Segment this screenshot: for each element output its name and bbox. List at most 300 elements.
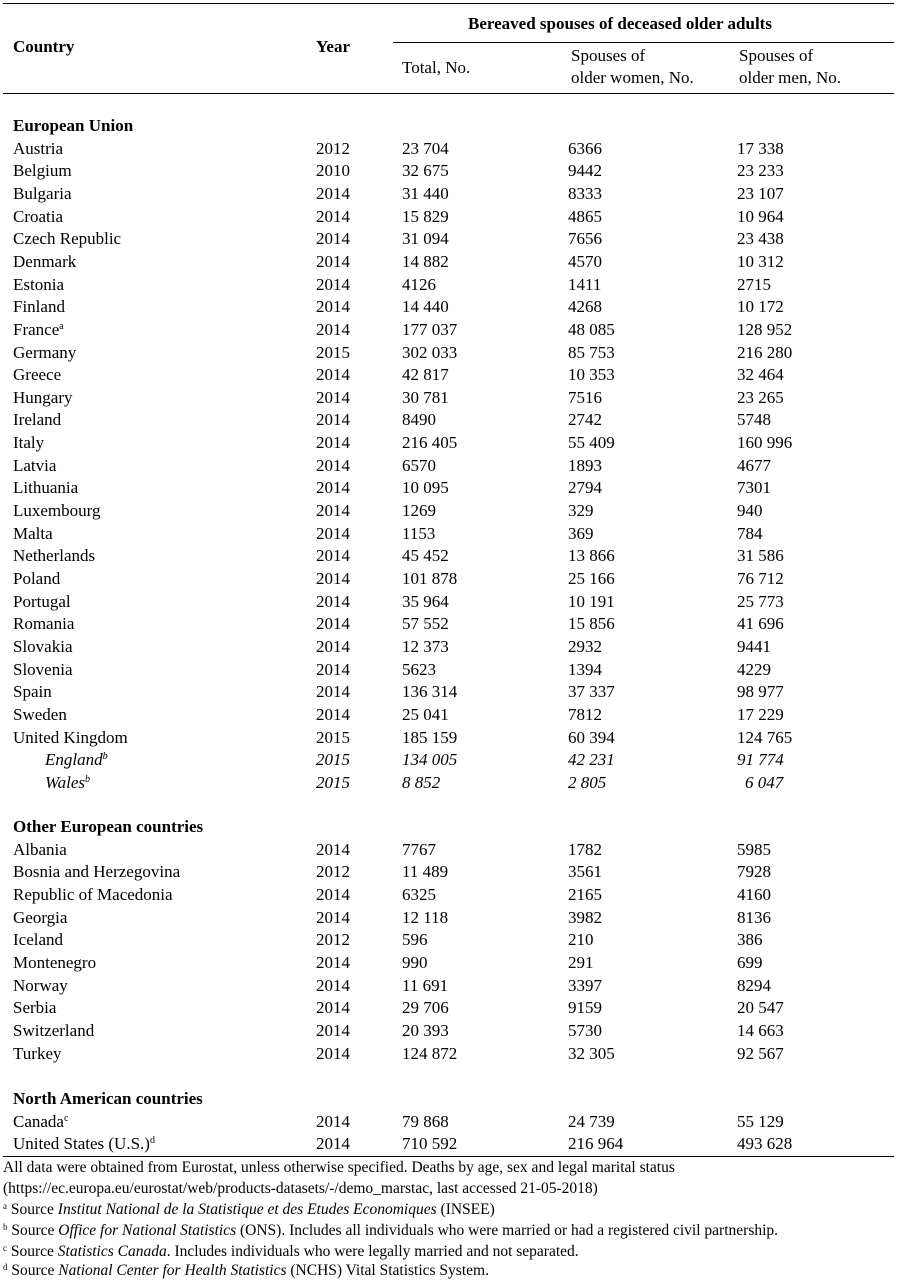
country-cell-text: Wales [45, 772, 85, 792]
total-cell-text: 6570 [402, 455, 436, 475]
total-cell [402, 274, 436, 296]
men-spouses-cell-text: 4160 [737, 884, 771, 904]
total-cell [402, 1043, 457, 1065]
men-spouses-cell [737, 206, 784, 228]
women-spouses-cell [568, 1043, 615, 1065]
year-cell-text: 2014 [316, 523, 350, 543]
men-spouses-cell-text: 699 [737, 952, 763, 972]
men-spouses-cell [737, 1043, 784, 1065]
men-spouses-cell [737, 251, 784, 273]
women-spouses-cell [568, 251, 602, 273]
total-cell-text: 710 592 [402, 1134, 458, 1154]
men-spouses-cell [737, 138, 784, 160]
men-spouses-cell [737, 681, 784, 703]
header-women-line1: Spouses of [571, 46, 646, 65]
table-row [0, 659, 897, 681]
women-spouses-cell [568, 839, 602, 861]
year-cell-text: 2014 [316, 591, 350, 611]
footnote-d [3, 1260, 896, 1281]
year-cell-text: 2014 [316, 229, 350, 249]
table-row [0, 251, 897, 273]
women-spouses-cell [568, 206, 602, 228]
men-spouses-cell [737, 929, 763, 951]
men-spouses-cell [737, 749, 784, 771]
total-cell [402, 296, 449, 318]
country-cell-text: Germany [13, 342, 77, 362]
footnote-a [3, 1199, 896, 1220]
total-cell-text: 1153 [402, 523, 436, 543]
country-cell [13, 274, 64, 296]
men-spouses-cell-text: 41 696 [737, 614, 784, 634]
total-cell [402, 975, 448, 997]
total-cell-text: 32 675 [402, 161, 449, 181]
header-group-title: Bereaved spouses of deceased older adults [468, 14, 772, 33]
country-cell [13, 704, 67, 726]
year-cell-text: 2014 [316, 251, 350, 271]
footnote-source-name: National Center for Health Statistics [58, 1262, 287, 1279]
men-spouses-cell-text: 4229 [737, 659, 771, 679]
total-cell-text: 1269 [402, 501, 436, 521]
year-cell-text: 2014 [316, 704, 350, 724]
men-spouses-cell-text: 4677 [737, 455, 771, 475]
country-cell-text: Czech Republic [13, 229, 122, 249]
table-row [0, 387, 897, 409]
men-spouses-cell-text: 10 172 [737, 297, 784, 317]
table-row [0, 952, 897, 974]
men-spouses-cell [737, 952, 763, 974]
women-spouses-cell [568, 704, 602, 726]
footnote-mark: d [3, 1262, 8, 1272]
table-row [0, 160, 897, 182]
year-cell-text: 2015 [316, 772, 350, 792]
year-cell [316, 727, 350, 749]
group-heading: European Union [13, 116, 134, 135]
women-spouses-cell-text: 24 739 [568, 1111, 615, 1131]
header-country: Country [13, 37, 75, 56]
country-cell-text: Finland [13, 297, 65, 317]
women-spouses-cell-text: 3982 [568, 907, 602, 927]
women-spouses-cell [568, 455, 602, 477]
group-header-rule [393, 42, 894, 43]
table-row [0, 274, 897, 296]
women-spouses-cell [568, 568, 615, 590]
year-cell-text: 2014 [316, 319, 350, 339]
women-spouses-cell [568, 952, 594, 974]
year-cell-text: 2012 [316, 930, 350, 950]
men-spouses-cell [737, 523, 763, 545]
country-cell [13, 409, 61, 431]
year-cell-text: 2014 [316, 682, 350, 702]
men-spouses-cell [737, 975, 771, 997]
total-cell [402, 929, 428, 951]
women-spouses-cell [568, 160, 602, 182]
total-cell [402, 183, 449, 205]
footnote-general-line1: All data were obtained from Eurostat, unless otherwise specified. Deaths by age, sex and legal marital status [3, 1159, 675, 1176]
year-cell [316, 929, 350, 951]
year-cell [316, 477, 350, 499]
women-spouses-cell [568, 296, 602, 318]
total-cell [402, 772, 440, 794]
women-spouses-cell-text: 10 353 [568, 365, 615, 385]
men-spouses-cell [737, 228, 784, 250]
women-spouses-cell [568, 342, 615, 364]
footnote-source-name: Statistics Canada [57, 1243, 167, 1260]
country-cell-text: Lithuania [13, 478, 79, 498]
men-spouses-cell [737, 636, 771, 658]
year-cell [316, 387, 350, 409]
table-row [0, 1111, 897, 1133]
total-cell [402, 907, 448, 929]
country-cell-text: Iceland [13, 930, 64, 950]
total-cell-text: 10 095 [402, 478, 449, 498]
year-cell-text: 2014 [316, 365, 350, 385]
men-spouses-cell-text: 386 [737, 930, 763, 950]
women-spouses-cell-text: 7516 [568, 387, 602, 407]
country-cell [13, 500, 101, 522]
year-cell-text: 2015 [316, 342, 350, 362]
table-row [0, 727, 897, 749]
country-cell-text: Romania [13, 614, 75, 634]
women-spouses-cell-text: 216 964 [568, 1134, 624, 1154]
total-cell-text: 8490 [402, 410, 436, 430]
header-women-line2: older women, No. [571, 68, 694, 87]
total-cell [402, 681, 457, 703]
country-cell [13, 160, 72, 182]
men-spouses-cell-text: 23 265 [737, 387, 784, 407]
total-cell-text: 11 489 [402, 862, 449, 882]
year-cell [316, 659, 350, 681]
men-spouses-cell-text: 8136 [737, 907, 771, 927]
table-row [0, 929, 897, 951]
total-cell [402, 636, 449, 658]
year-cell-text: 2014 [316, 501, 350, 521]
total-cell [402, 477, 449, 499]
year-cell [316, 861, 350, 883]
year-cell-text: 2014 [316, 569, 350, 588]
country-cell [13, 884, 173, 906]
year-cell [316, 342, 350, 364]
women-spouses-cell-text: 37 337 [568, 682, 615, 702]
women-spouses-cell-text: 85 753 [568, 342, 615, 362]
year-cell [316, 228, 350, 250]
country-cell-text: Republic of Macedonia [13, 884, 173, 904]
total-cell [402, 861, 448, 883]
year-cell [316, 681, 350, 703]
country-cell [45, 749, 108, 771]
women-spouses-cell [568, 183, 602, 205]
table-row [0, 704, 897, 726]
year-cell-text: 2014 [316, 387, 350, 407]
year-cell [316, 613, 350, 635]
women-spouses-cell-text: 4268 [568, 297, 602, 317]
men-spouses-cell [737, 432, 792, 454]
total-cell-text: 31 440 [402, 183, 449, 203]
year-cell-text: 2014 [316, 1134, 350, 1154]
total-cell-text: 35 964 [402, 591, 449, 611]
total-cell-text: 45 452 [402, 546, 449, 566]
table-row [0, 749, 897, 771]
header-bottom-rule [3, 93, 894, 94]
year-cell-text: 2014 [316, 433, 350, 453]
men-spouses-cell-text: 23 233 [737, 161, 784, 181]
country-cell [13, 929, 63, 951]
year-cell [316, 591, 350, 613]
country-cell-text: Serbia [13, 998, 57, 1018]
men-spouses-cell [737, 568, 784, 590]
men-spouses-cell [737, 387, 784, 409]
year-cell-text: 2014 [316, 636, 350, 656]
men-spouses-cell [737, 704, 784, 726]
men-spouses-cell-text: 784 [737, 523, 763, 543]
total-cell-text: 15 829 [402, 206, 449, 226]
women-spouses-cell-text: 60 394 [568, 727, 615, 747]
men-spouses-cell [737, 727, 792, 749]
men-spouses-cell [737, 319, 792, 341]
table-row [0, 1043, 897, 1065]
country-cell [13, 455, 56, 477]
footnote-mark: b [3, 1222, 8, 1232]
country-cell [13, 613, 74, 635]
total-cell [402, 659, 436, 681]
footnote-source-prefix: Source [10, 1201, 58, 1218]
year-cell [316, 274, 350, 296]
country-cell-text: Poland [13, 569, 61, 588]
total-cell [402, 500, 436, 522]
year-cell [316, 975, 350, 997]
country-cell-text: Luxembourg [13, 501, 101, 521]
year-cell-text: 2014 [316, 884, 350, 904]
year-cell [316, 1133, 350, 1155]
year-cell-text: 2014 [316, 975, 350, 995]
women-spouses-cell-text: 7656 [568, 229, 602, 249]
year-cell [316, 1043, 350, 1065]
women-spouses-cell [568, 1133, 623, 1155]
total-cell [402, 432, 457, 454]
total-cell-text: 596 [402, 930, 428, 950]
country-cell-text: Hungary [13, 387, 73, 407]
men-spouses-cell-text: 10 964 [737, 206, 784, 226]
men-spouses-cell-text: 128 952 [737, 319, 793, 339]
women-spouses-cell-text: 3397 [568, 975, 602, 995]
year-cell-text: 2014 [316, 998, 350, 1018]
footnote-b [3, 1220, 896, 1241]
total-cell-text: 6325 [402, 884, 436, 904]
country-cell-text: Italy [13, 433, 45, 453]
men-spouses-cell-text: 5748 [737, 410, 771, 430]
men-spouses-cell-text: 23 107 [737, 183, 784, 203]
men-spouses-cell [737, 659, 771, 681]
total-cell [402, 997, 449, 1019]
year-cell-text: 2014 [316, 478, 350, 498]
women-spouses-cell [568, 274, 601, 296]
year-cell-text: 2014 [316, 1111, 350, 1131]
footnote-source-name: Office for National Statistics [58, 1222, 237, 1239]
men-spouses-cell [737, 907, 771, 929]
footnote-c [3, 1241, 896, 1262]
year-cell-text: 2012 [316, 138, 350, 158]
country-cell-text: Malta [13, 523, 53, 543]
total-cell [402, 704, 449, 726]
year-cell-text: 2010 [316, 161, 350, 181]
country-cell-text: Spain [13, 682, 52, 702]
women-spouses-cell-text: 8333 [568, 183, 602, 203]
table-row [0, 500, 897, 522]
footnote-source-suffix: (NCHS) Vital Statistics System. [286, 1262, 489, 1279]
women-spouses-cell [568, 884, 602, 906]
men-spouses-cell [737, 477, 771, 499]
men-spouses-cell [737, 591, 784, 613]
total-cell [402, 884, 436, 906]
women-spouses-cell [568, 636, 602, 658]
table-row [0, 613, 897, 635]
women-spouses-cell [568, 929, 594, 951]
total-cell-text: 14 440 [402, 297, 449, 317]
total-cell-text: 302 033 [402, 342, 458, 362]
women-spouses-cell-text: 291 [568, 952, 594, 972]
country-cell-text: Latvia [13, 455, 57, 475]
year-cell [316, 952, 350, 974]
country-cell-text: Bosnia and Herzegovina [13, 862, 181, 882]
women-spouses-cell [568, 681, 615, 703]
country-cell [13, 319, 64, 341]
total-cell-text: 12 373 [402, 636, 449, 656]
footnote-source-prefix: Source [11, 1262, 59, 1279]
women-spouses-cell-text: 2794 [568, 478, 602, 498]
footnote-general-line2: (https://ec.europa.eu/eurostat/web/products-datasets/-/demo_marstac, last accessed 21-05-2018) [3, 1180, 598, 1197]
men-spouses-cell-text: 17 229 [737, 704, 784, 724]
year-cell-text: 2014 [316, 206, 350, 226]
men-spouses-cell [737, 613, 784, 635]
table-row [0, 636, 897, 658]
men-spouses-cell-text: 8294 [737, 975, 771, 995]
women-spouses-cell-text: 42 231 [568, 750, 615, 770]
total-cell [402, 251, 449, 273]
total-cell-text: 42 817 [402, 365, 449, 385]
total-cell [402, 138, 449, 160]
country-cell-text: United States (U.S.) [13, 1134, 150, 1154]
total-cell [402, 952, 428, 974]
country-cell [13, 952, 96, 974]
women-spouses-cell-text: 2 805 [568, 772, 607, 792]
men-spouses-cell-text: 216 280 [737, 342, 793, 362]
men-spouses-cell-text: 160 996 [737, 433, 793, 453]
year-cell [316, 704, 350, 726]
table-row [0, 296, 897, 318]
footnote-reference: d [149, 1135, 155, 1147]
total-cell [402, 206, 449, 228]
country-cell-text: Ireland [13, 410, 62, 430]
women-spouses-cell-text: 4570 [568, 251, 602, 271]
table-row [0, 884, 897, 906]
year-cell [316, 319, 350, 341]
country-cell [13, 975, 68, 997]
table-row [0, 772, 897, 794]
men-spouses-cell-text: 23 438 [737, 229, 784, 249]
country-cell [13, 1111, 68, 1133]
men-spouses-cell [737, 1111, 784, 1133]
country-cell [13, 1133, 155, 1155]
men-spouses-cell [737, 545, 784, 567]
year-cell [316, 432, 350, 454]
total-cell [402, 228, 449, 250]
total-cell-text: 124 872 [402, 1043, 458, 1063]
men-spouses-cell [737, 409, 771, 431]
year-cell [316, 183, 350, 205]
country-cell [13, 387, 72, 409]
country-cell [13, 296, 65, 318]
table-row [0, 228, 897, 250]
women-spouses-cell [568, 907, 602, 929]
footnote-source-suffix: . Includes individuals who were legally married and not separated. [166, 1243, 579, 1260]
women-spouses-cell-text: 2742 [568, 410, 602, 430]
women-spouses-cell-text: 5730 [568, 1020, 602, 1040]
women-spouses-cell [568, 1020, 602, 1042]
men-spouses-cell-text: 31 586 [737, 546, 784, 566]
year-cell-text: 2014 [316, 546, 350, 566]
footnote-source-name: Institut National de la Statistique et des Etudes Economiques [57, 1201, 437, 1218]
total-cell [402, 455, 436, 477]
country-cell-text: Croatia [13, 206, 64, 226]
men-spouses-cell [737, 884, 771, 906]
total-cell-text: 23 704 [402, 138, 449, 158]
men-spouses-cell-text: 9441 [737, 636, 771, 656]
men-spouses-cell [737, 1020, 784, 1042]
year-cell [316, 545, 350, 567]
table-row [0, 409, 897, 431]
women-spouses-cell-text: 25 166 [568, 569, 615, 588]
men-spouses-cell [737, 183, 784, 205]
table-row [0, 432, 897, 454]
total-cell-text: 4126 [402, 274, 436, 294]
women-spouses-cell [568, 138, 602, 160]
country-cell [13, 545, 95, 567]
women-spouses-cell [568, 749, 615, 771]
men-spouses-cell [737, 364, 784, 386]
year-cell-text: 2014 [316, 410, 350, 430]
country-cell-text: Canada [13, 1111, 64, 1131]
men-spouses-cell-text: 6 047 [745, 772, 784, 792]
women-spouses-cell [568, 500, 594, 522]
women-spouses-cell [568, 477, 602, 499]
total-cell-text: 14 882 [402, 251, 449, 271]
year-cell-text: 2014 [316, 1043, 350, 1063]
table-row [0, 1133, 897, 1155]
country-cell [13, 138, 63, 160]
women-spouses-cell-text: 1394 [568, 659, 602, 679]
women-spouses-cell-text: 2932 [568, 636, 602, 656]
country-cell [13, 183, 72, 205]
year-cell-text: 2014 [316, 952, 350, 972]
country-cell-text: France [13, 319, 60, 339]
men-spouses-cell-text: 92 567 [737, 1043, 784, 1063]
country-cell-text: Norway [13, 975, 68, 995]
country-cell [13, 477, 78, 499]
year-cell-text: 2014 [316, 839, 350, 859]
year-cell [316, 138, 350, 160]
footnote-source-suffix: (INSEE) [436, 1201, 495, 1218]
footnote-source-prefix: Source [11, 1222, 59, 1239]
year-cell-text: 2014 [316, 183, 350, 203]
men-spouses-cell [737, 342, 792, 364]
table-row [0, 455, 897, 477]
men-spouses-cell-text: 2715 [737, 274, 771, 294]
total-cell-text: 134 005 [402, 750, 458, 770]
men-spouses-cell-text: 98 977 [737, 682, 784, 702]
total-cell-text: 25 041 [402, 704, 449, 724]
women-spouses-cell [568, 613, 615, 635]
total-cell [402, 342, 457, 364]
country-cell [13, 861, 180, 883]
